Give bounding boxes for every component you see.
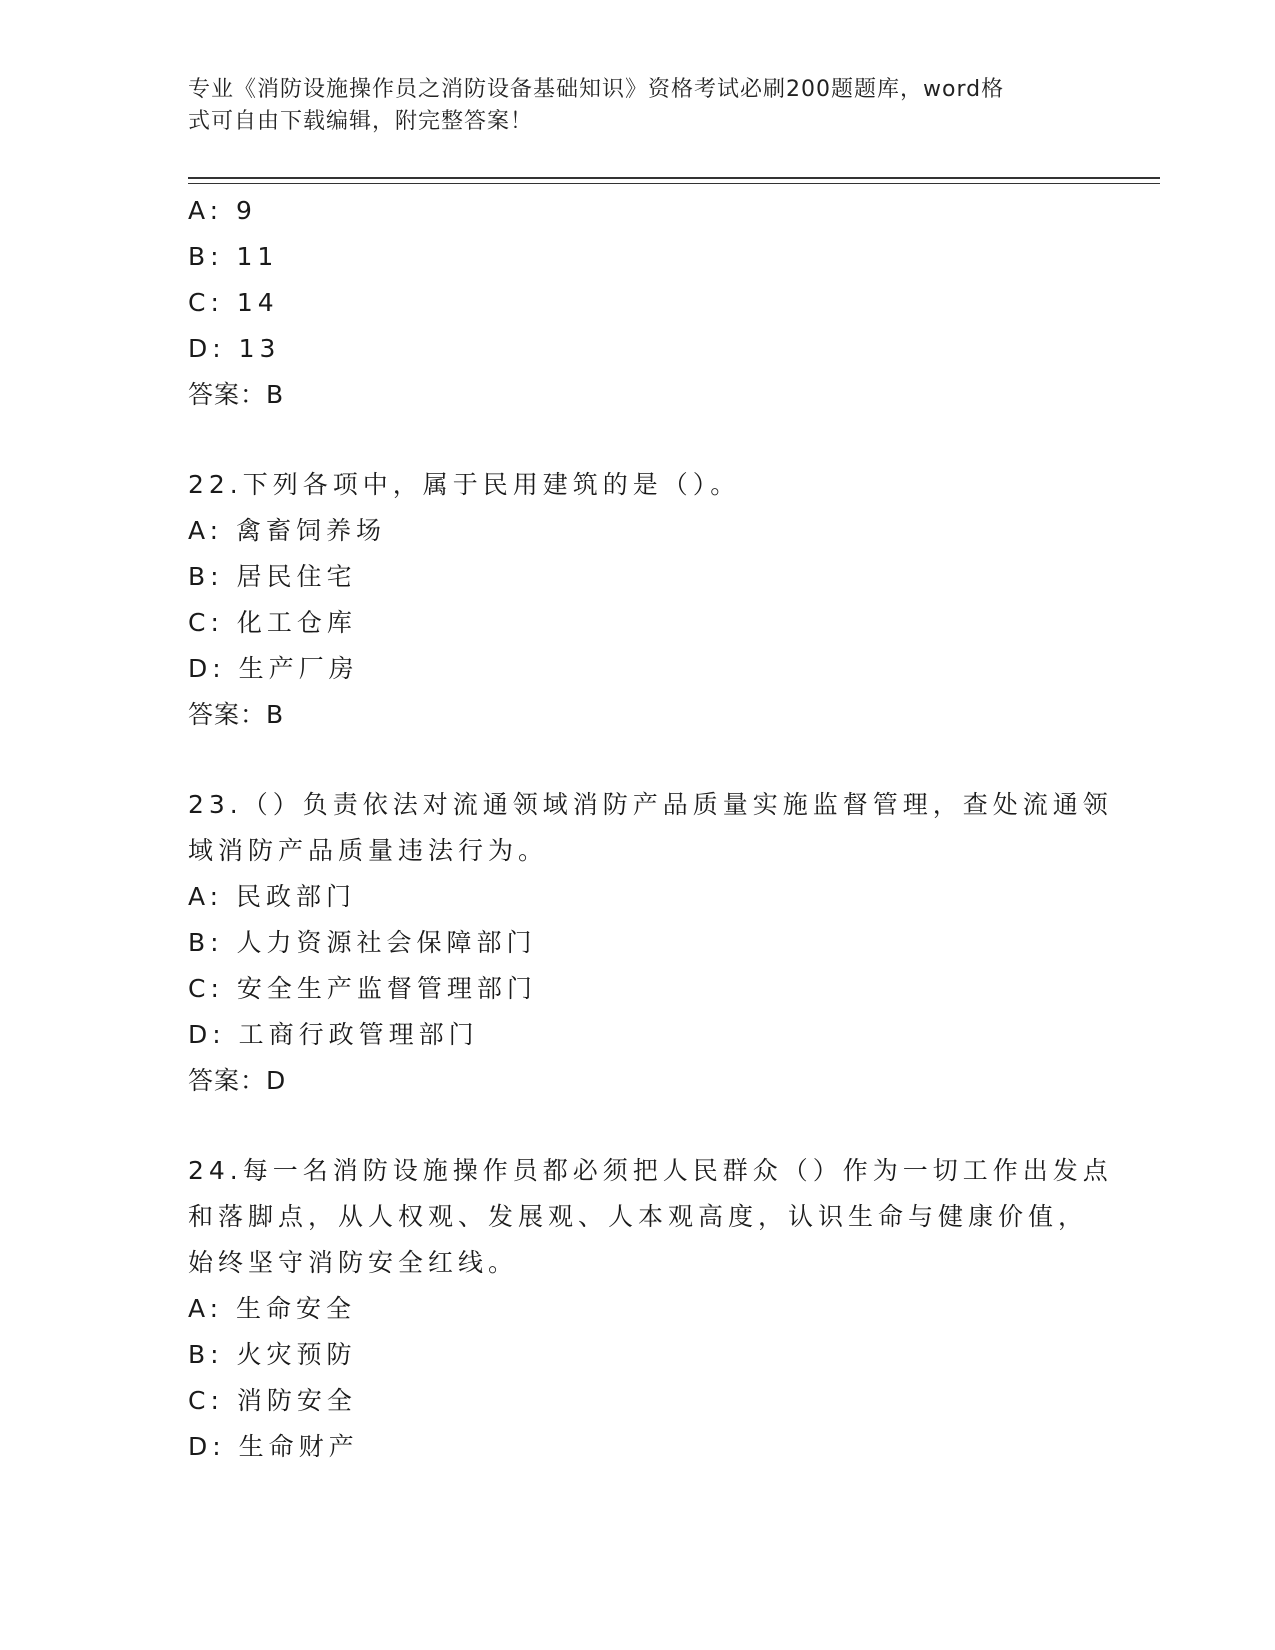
option-a: A: 民政部门 [188,882,357,911]
answer: 答案：B [188,380,285,409]
question-stem-continued: 域消防产品质量违法行为。 [188,836,549,865]
header-line-2: 式可自由下载编辑，附完整答案！ [188,109,534,134]
option-d: D: 13 [188,334,281,363]
question-list [188,188,1113,1470]
spacer [188,738,1088,782]
option-a: A: 生命安全 [188,1294,357,1323]
option-b: B: 火灾预防 [188,1340,357,1369]
question-stem-continued: 和落脚点，从人权观、发展观、人本观高度，认识生命与健康价值， [188,1202,1089,1231]
question-stem: 24.每一名消防设施操作员都必须把人民群众（）作为一切工作出发点 [188,1156,1113,1185]
question-23 [188,782,1113,1104]
option-b: B: 人力资源社会保障部门 [188,928,537,957]
question-21 [188,188,1088,418]
option-c: C: 14 [188,288,279,317]
answer: 答案：D [188,1066,287,1095]
header-line-1: 专业《消防设施操作员之消防设备基础知识》资格考试必刷200题题库，word格 [188,77,1005,102]
option-a: A: 禽畜饲养场 [188,516,387,545]
option-a: A: 9 [188,196,257,225]
answer: 答案：B [188,700,285,729]
option-d: D: 生命财产 [188,1432,359,1461]
question-stem-continued: 始终坚守消防安全红线。 [188,1248,519,1277]
option-b: B: 居民住宅 [188,562,357,591]
document-header [188,74,1068,138]
header-divider-thin [188,183,1160,184]
spacer [188,1104,1088,1148]
question-24 [188,1148,1113,1470]
spacer [188,418,1088,462]
option-c: C: 化工仓库 [188,608,357,637]
question-stem: 23.（）负责依法对流通领域消防产品质量实施监督管理，查处流通领 [188,790,1113,819]
option-d: D: 生产厂房 [188,654,359,683]
option-b: B: 11 [188,242,279,271]
option-c: C: 消防安全 [188,1386,357,1415]
option-d: D: 工商行政管理部门 [188,1020,479,1049]
header-divider-thick [188,177,1160,179]
question-22 [188,462,1088,738]
question-stem: 22.下列各项中，属于民用建筑的是（）。 [188,470,741,499]
option-c: C: 安全生产监督管理部门 [188,974,537,1003]
